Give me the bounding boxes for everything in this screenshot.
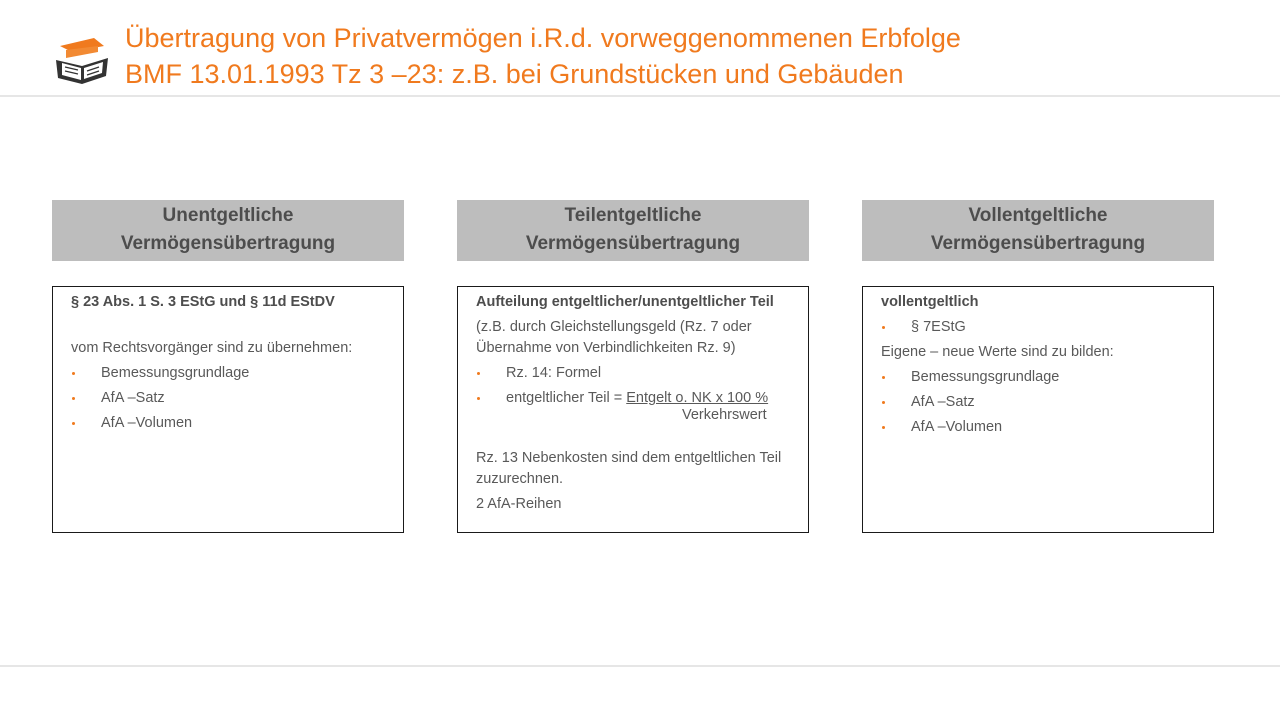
- heading-line-2: Vermögensübertragung: [120, 233, 336, 254]
- heading-line-1: Unentgeltliche: [162, 205, 294, 226]
- body-text: Rz. 13 Nebenkosten sind dem entgeltlichen Teil zuzurechnen.: [476, 450, 782, 487]
- lead-text: § 23 Abs. 1 S. 3 EStG und § 11d EStDV: [71, 294, 335, 310]
- heading-line-1: Vollentgeltliche: [968, 205, 1108, 226]
- lead-text: vollentgeltlich: [881, 294, 979, 310]
- bullet-list: [881, 317, 1197, 338]
- column-heading-vollentgeltlich: [862, 200, 1214, 261]
- list-item: AfA –Satz: [881, 392, 1197, 413]
- body-text: vom Rechtsvorgänger sind zu übernehmen:: [71, 340, 353, 356]
- column-heading-unentgeltlich: [52, 200, 404, 261]
- column-heading-teilentgeltlich: [457, 200, 809, 261]
- footer-divider: [0, 665, 1280, 667]
- formula-label: entgeltlicher Teil =: [506, 390, 623, 406]
- list-item: AfA –Volumen: [881, 417, 1197, 438]
- body-text: 2 AfA-Reihen: [476, 496, 562, 512]
- graduation-cap-book-icon: [54, 36, 110, 86]
- bullet-list: [881, 367, 1197, 438]
- content-box-vollentgeltlich: [862, 286, 1214, 533]
- lead-text: Aufteilung entgeltlicher/unentgeltlicher Teil: [476, 294, 774, 310]
- bullet-list: [476, 363, 792, 426]
- list-item: Rz. 14: Formel: [476, 363, 792, 384]
- heading-line-1: Teilentgeltliche: [564, 205, 702, 226]
- body-text: Eigene – neue Werte sind zu bilden:: [881, 344, 1114, 360]
- heading-line-2: Vermögensübertragung: [525, 233, 741, 254]
- list-item: § 7EStG: [881, 317, 1197, 338]
- list-item: Bemessungsgrundlage: [71, 363, 387, 384]
- title-line-1: Übertragung von Privatvermögen i.R.d. vorweggenommenen Erbfolge: [125, 23, 961, 53]
- list-item: AfA –Volumen: [71, 413, 387, 434]
- list-item-formula: [476, 388, 792, 426]
- page-title: [125, 20, 961, 92]
- formula-denominator: Verkehrswert: [682, 407, 767, 423]
- note-text: (z.B. durch Gleichstellungsgeld (Rz. 7 oder Übernahme von Verbindlichkeiten Rz. 9): [476, 319, 752, 356]
- heading-line-2: Vermögensübertragung: [930, 233, 1146, 254]
- list-item: AfA –Satz: [71, 388, 387, 409]
- content-box-unentgeltlich: [52, 286, 404, 533]
- list-item: Bemessungsgrundlage: [881, 367, 1197, 388]
- formula-numerator: Entgelt o. NK x 100 %: [626, 390, 769, 406]
- header-divider: [0, 95, 1280, 97]
- title-line-2: BMF 13.01.1993 Tz 3 –23: z.B. bei Grundstücken und Gebäuden: [125, 59, 904, 89]
- content-box-teilentgeltlich: [457, 286, 809, 533]
- bullet-list: [71, 363, 387, 434]
